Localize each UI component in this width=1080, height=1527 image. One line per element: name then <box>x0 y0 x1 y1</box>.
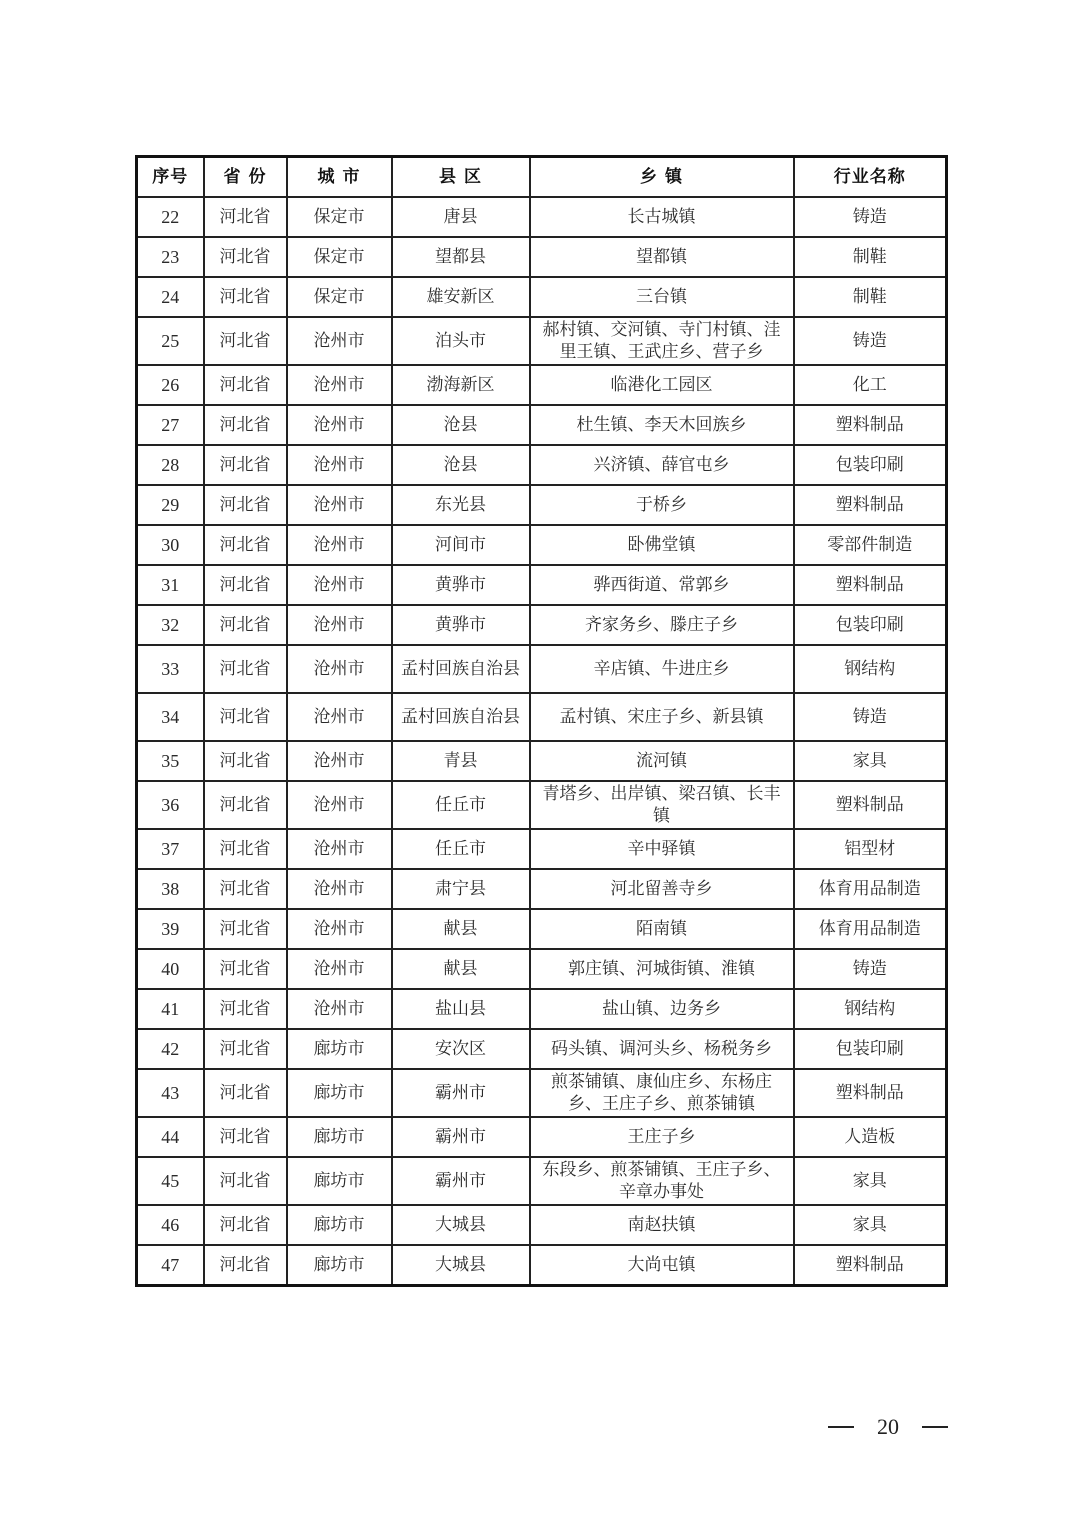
cell-province: 河北省 <box>204 781 287 829</box>
cell-town: 卧佛堂镇 <box>530 525 794 565</box>
cell-serial-number: 24 <box>137 277 204 317</box>
cell-industry: 人造板 <box>794 1117 947 1157</box>
cell-province: 河北省 <box>204 277 287 317</box>
table-row <box>137 1245 947 1286</box>
table-row <box>137 277 947 317</box>
cell-county: 肃宁县 <box>392 869 530 909</box>
cell-serial-number: 47 <box>137 1245 204 1286</box>
cell-industry: 化工 <box>794 365 947 405</box>
cell-city: 沧州市 <box>287 909 392 949</box>
cell-town: 码头镇、调河头乡、杨税务乡 <box>530 1029 794 1069</box>
cell-serial-number: 41 <box>137 989 204 1029</box>
cell-county: 任丘市 <box>392 829 530 869</box>
cell-county: 献县 <box>392 949 530 989</box>
cell-province: 河北省 <box>204 445 287 485</box>
cell-province: 河北省 <box>204 525 287 565</box>
cell-industry: 体育用品制造 <box>794 869 947 909</box>
cell-town: 杜生镇、李天木回族乡 <box>530 405 794 445</box>
cell-city: 沧州市 <box>287 405 392 445</box>
table-row <box>137 237 947 277</box>
table-row <box>137 197 947 237</box>
cell-town: 骅西街道、常郭乡 <box>530 565 794 605</box>
cell-city: 廊坊市 <box>287 1205 392 1245</box>
cell-town: 东段乡、煎茶铺镇、王庄子乡、辛章办事处 <box>530 1157 794 1205</box>
cell-industry: 塑料制品 <box>794 565 947 605</box>
cell-town: 大尚屯镇 <box>530 1245 794 1286</box>
cell-county: 孟村回族自治县 <box>392 693 530 741</box>
cell-county: 大城县 <box>392 1245 530 1286</box>
cell-town: 望都镇 <box>530 237 794 277</box>
cell-city: 沧州市 <box>287 989 392 1029</box>
cell-city: 沧州市 <box>287 525 392 565</box>
cell-city: 沧州市 <box>287 949 392 989</box>
cell-province: 河北省 <box>204 1117 287 1157</box>
cell-province: 河北省 <box>204 829 287 869</box>
cell-industry: 塑料制品 <box>794 1069 947 1117</box>
cell-city: 廊坊市 <box>287 1117 392 1157</box>
table-row <box>137 1069 947 1117</box>
table-row <box>137 1029 947 1069</box>
table-row <box>137 1157 947 1205</box>
cell-county: 东光县 <box>392 485 530 525</box>
table-row <box>137 741 947 781</box>
cell-town: 煎茶铺镇、康仙庄乡、东杨庄乡、王庄子乡、煎茶铺镇 <box>530 1069 794 1117</box>
cell-province: 河北省 <box>204 645 287 693</box>
cell-industry: 铸造 <box>794 317 947 365</box>
table-row <box>137 605 947 645</box>
cell-city: 沧州市 <box>287 829 392 869</box>
cell-county: 霸州市 <box>392 1117 530 1157</box>
cell-city: 沧州市 <box>287 645 392 693</box>
cell-serial-number: 22 <box>137 197 204 237</box>
cell-county: 唐县 <box>392 197 530 237</box>
cell-city: 沧州市 <box>287 869 392 909</box>
cell-serial-number: 28 <box>137 445 204 485</box>
table-row <box>137 693 947 741</box>
cell-serial-number: 34 <box>137 693 204 741</box>
cell-industry: 家具 <box>794 1157 947 1205</box>
cell-town: 南赵扶镇 <box>530 1205 794 1245</box>
cell-industry: 家具 <box>794 741 947 781</box>
cell-town: 流河镇 <box>530 741 794 781</box>
cell-city: 沧州市 <box>287 485 392 525</box>
cell-city: 沧州市 <box>287 445 392 485</box>
cell-city: 沧州市 <box>287 741 392 781</box>
table-row <box>137 645 947 693</box>
cell-province: 河北省 <box>204 565 287 605</box>
cell-serial-number: 38 <box>137 869 204 909</box>
table-body <box>137 197 947 1286</box>
cell-serial-number: 36 <box>137 781 204 829</box>
table-row <box>137 869 947 909</box>
cell-town: 陌南镇 <box>530 909 794 949</box>
cell-city: 沧州市 <box>287 693 392 741</box>
cell-county: 任丘市 <box>392 781 530 829</box>
cell-serial-number: 45 <box>137 1157 204 1205</box>
table-header-row <box>137 157 947 198</box>
cell-town: 长古城镇 <box>530 197 794 237</box>
table-row <box>137 829 947 869</box>
cell-industry: 钢结构 <box>794 645 947 693</box>
cell-serial-number: 46 <box>137 1205 204 1245</box>
cell-serial-number: 43 <box>137 1069 204 1117</box>
table-row <box>137 485 947 525</box>
cell-province: 河北省 <box>204 405 287 445</box>
cell-county: 盐山县 <box>392 989 530 1029</box>
cell-province: 河北省 <box>204 741 287 781</box>
cell-province: 河北省 <box>204 949 287 989</box>
cell-county: 孟村回族自治县 <box>392 645 530 693</box>
cell-serial-number: 31 <box>137 565 204 605</box>
left-dash <box>828 1426 854 1428</box>
cell-industry: 钢结构 <box>794 989 947 1029</box>
cell-industry: 包装印刷 <box>794 445 947 485</box>
cell-county: 黄骅市 <box>392 605 530 645</box>
cell-province: 河北省 <box>204 693 287 741</box>
cell-county: 霸州市 <box>392 1157 530 1205</box>
cell-province: 河北省 <box>204 1157 287 1205</box>
cell-industry: 铝型材 <box>794 829 947 869</box>
cell-industry: 包装印刷 <box>794 1029 947 1069</box>
table-row <box>137 949 947 989</box>
table-row <box>137 909 947 949</box>
cell-county: 雄安新区 <box>392 277 530 317</box>
cell-county: 大城县 <box>392 1205 530 1245</box>
cell-city: 保定市 <box>287 277 392 317</box>
cell-serial-number: 35 <box>137 741 204 781</box>
cell-town: 辛中驿镇 <box>530 829 794 869</box>
cell-province: 河北省 <box>204 605 287 645</box>
cell-county: 霸州市 <box>392 1069 530 1117</box>
cell-serial-number: 44 <box>137 1117 204 1157</box>
cell-province: 河北省 <box>204 869 287 909</box>
cell-industry: 塑料制品 <box>794 485 947 525</box>
table-row <box>137 365 947 405</box>
cell-city: 沧州市 <box>287 605 392 645</box>
cell-county: 沧县 <box>392 405 530 445</box>
cell-county: 献县 <box>392 909 530 949</box>
cell-town: 辛店镇、牛进庄乡 <box>530 645 794 693</box>
cell-province: 河北省 <box>204 485 287 525</box>
cell-province: 河北省 <box>204 1205 287 1245</box>
cell-town: 兴济镇、薛官屯乡 <box>530 445 794 485</box>
cell-city: 廊坊市 <box>287 1069 392 1117</box>
cell-province: 河北省 <box>204 1029 287 1069</box>
cell-city: 沧州市 <box>287 781 392 829</box>
cell-county: 青县 <box>392 741 530 781</box>
table-row <box>137 565 947 605</box>
cell-industry: 制鞋 <box>794 237 947 277</box>
cell-city: 保定市 <box>287 237 392 277</box>
cell-serial-number: 27 <box>137 405 204 445</box>
cell-province: 河北省 <box>204 365 287 405</box>
cell-serial-number: 25 <box>137 317 204 365</box>
cell-town: 青塔乡、出岸镇、梁召镇、长丰镇 <box>530 781 794 829</box>
cell-city: 沧州市 <box>287 317 392 365</box>
cell-town: 郝村镇、交河镇、寺门村镇、洼里王镇、王武庄乡、营子乡 <box>530 317 794 365</box>
cell-county: 黄骅市 <box>392 565 530 605</box>
cell-town: 临港化工园区 <box>530 365 794 405</box>
table-row <box>137 1117 947 1157</box>
cell-county: 渤海新区 <box>392 365 530 405</box>
table-row <box>137 445 947 485</box>
header-province: 省 份 <box>204 157 287 198</box>
industry-cluster-table <box>135 155 948 1287</box>
cell-province: 河北省 <box>204 317 287 365</box>
cell-province: 河北省 <box>204 1069 287 1117</box>
cell-city: 沧州市 <box>287 365 392 405</box>
cell-city: 廊坊市 <box>287 1029 392 1069</box>
cell-industry: 塑料制品 <box>794 1245 947 1286</box>
cell-town: 孟村镇、宋庄子乡、新县镇 <box>530 693 794 741</box>
cell-serial-number: 26 <box>137 365 204 405</box>
cell-industry: 塑料制品 <box>794 405 947 445</box>
cell-industry: 体育用品制造 <box>794 909 947 949</box>
table-row <box>137 525 947 565</box>
header-industry: 行业名称 <box>794 157 947 198</box>
page-number-footer <box>828 1412 948 1442</box>
cell-serial-number: 23 <box>137 237 204 277</box>
cell-province: 河北省 <box>204 1245 287 1286</box>
cell-town: 郭庄镇、河城街镇、淮镇 <box>530 949 794 989</box>
cell-serial-number: 29 <box>137 485 204 525</box>
cell-county: 河间市 <box>392 525 530 565</box>
cell-town: 河北留善寺乡 <box>530 869 794 909</box>
table-row <box>137 1205 947 1245</box>
cell-industry: 塑料制品 <box>794 781 947 829</box>
cell-industry: 零部件制造 <box>794 525 947 565</box>
cell-city: 沧州市 <box>287 565 392 605</box>
cell-town: 三台镇 <box>530 277 794 317</box>
cell-industry: 包装印刷 <box>794 605 947 645</box>
cell-town: 于桥乡 <box>530 485 794 525</box>
cell-serial-number: 30 <box>137 525 204 565</box>
cell-industry: 铸造 <box>794 197 947 237</box>
table-row <box>137 781 947 829</box>
cell-serial-number: 40 <box>137 949 204 989</box>
page-number: 20 <box>877 1414 899 1439</box>
cell-serial-number: 33 <box>137 645 204 693</box>
cell-serial-number: 37 <box>137 829 204 869</box>
table-row <box>137 317 947 365</box>
cell-serial-number: 42 <box>137 1029 204 1069</box>
cell-county: 安次区 <box>392 1029 530 1069</box>
cell-town: 齐家务乡、滕庄子乡 <box>530 605 794 645</box>
cell-industry: 家具 <box>794 1205 947 1245</box>
right-dash <box>922 1426 948 1428</box>
table-row <box>137 989 947 1029</box>
table-row <box>137 405 947 445</box>
header-serial-number: 序号 <box>137 157 204 198</box>
header-city: 城 市 <box>287 157 392 198</box>
cell-city: 廊坊市 <box>287 1245 392 1286</box>
cell-county: 泊头市 <box>392 317 530 365</box>
cell-province: 河北省 <box>204 989 287 1029</box>
cell-town: 王庄子乡 <box>530 1117 794 1157</box>
cell-serial-number: 32 <box>137 605 204 645</box>
header-town: 乡 镇 <box>530 157 794 198</box>
cell-province: 河北省 <box>204 197 287 237</box>
cell-city: 保定市 <box>287 197 392 237</box>
cell-county: 沧县 <box>392 445 530 485</box>
header-county: 县 区 <box>392 157 530 198</box>
cell-industry: 铸造 <box>794 949 947 989</box>
cell-province: 河北省 <box>204 909 287 949</box>
cell-town: 盐山镇、边务乡 <box>530 989 794 1029</box>
cell-industry: 制鞋 <box>794 277 947 317</box>
cell-industry: 铸造 <box>794 693 947 741</box>
cell-serial-number: 39 <box>137 909 204 949</box>
cell-province: 河北省 <box>204 237 287 277</box>
cell-city: 廊坊市 <box>287 1157 392 1205</box>
cell-county: 望都县 <box>392 237 530 277</box>
